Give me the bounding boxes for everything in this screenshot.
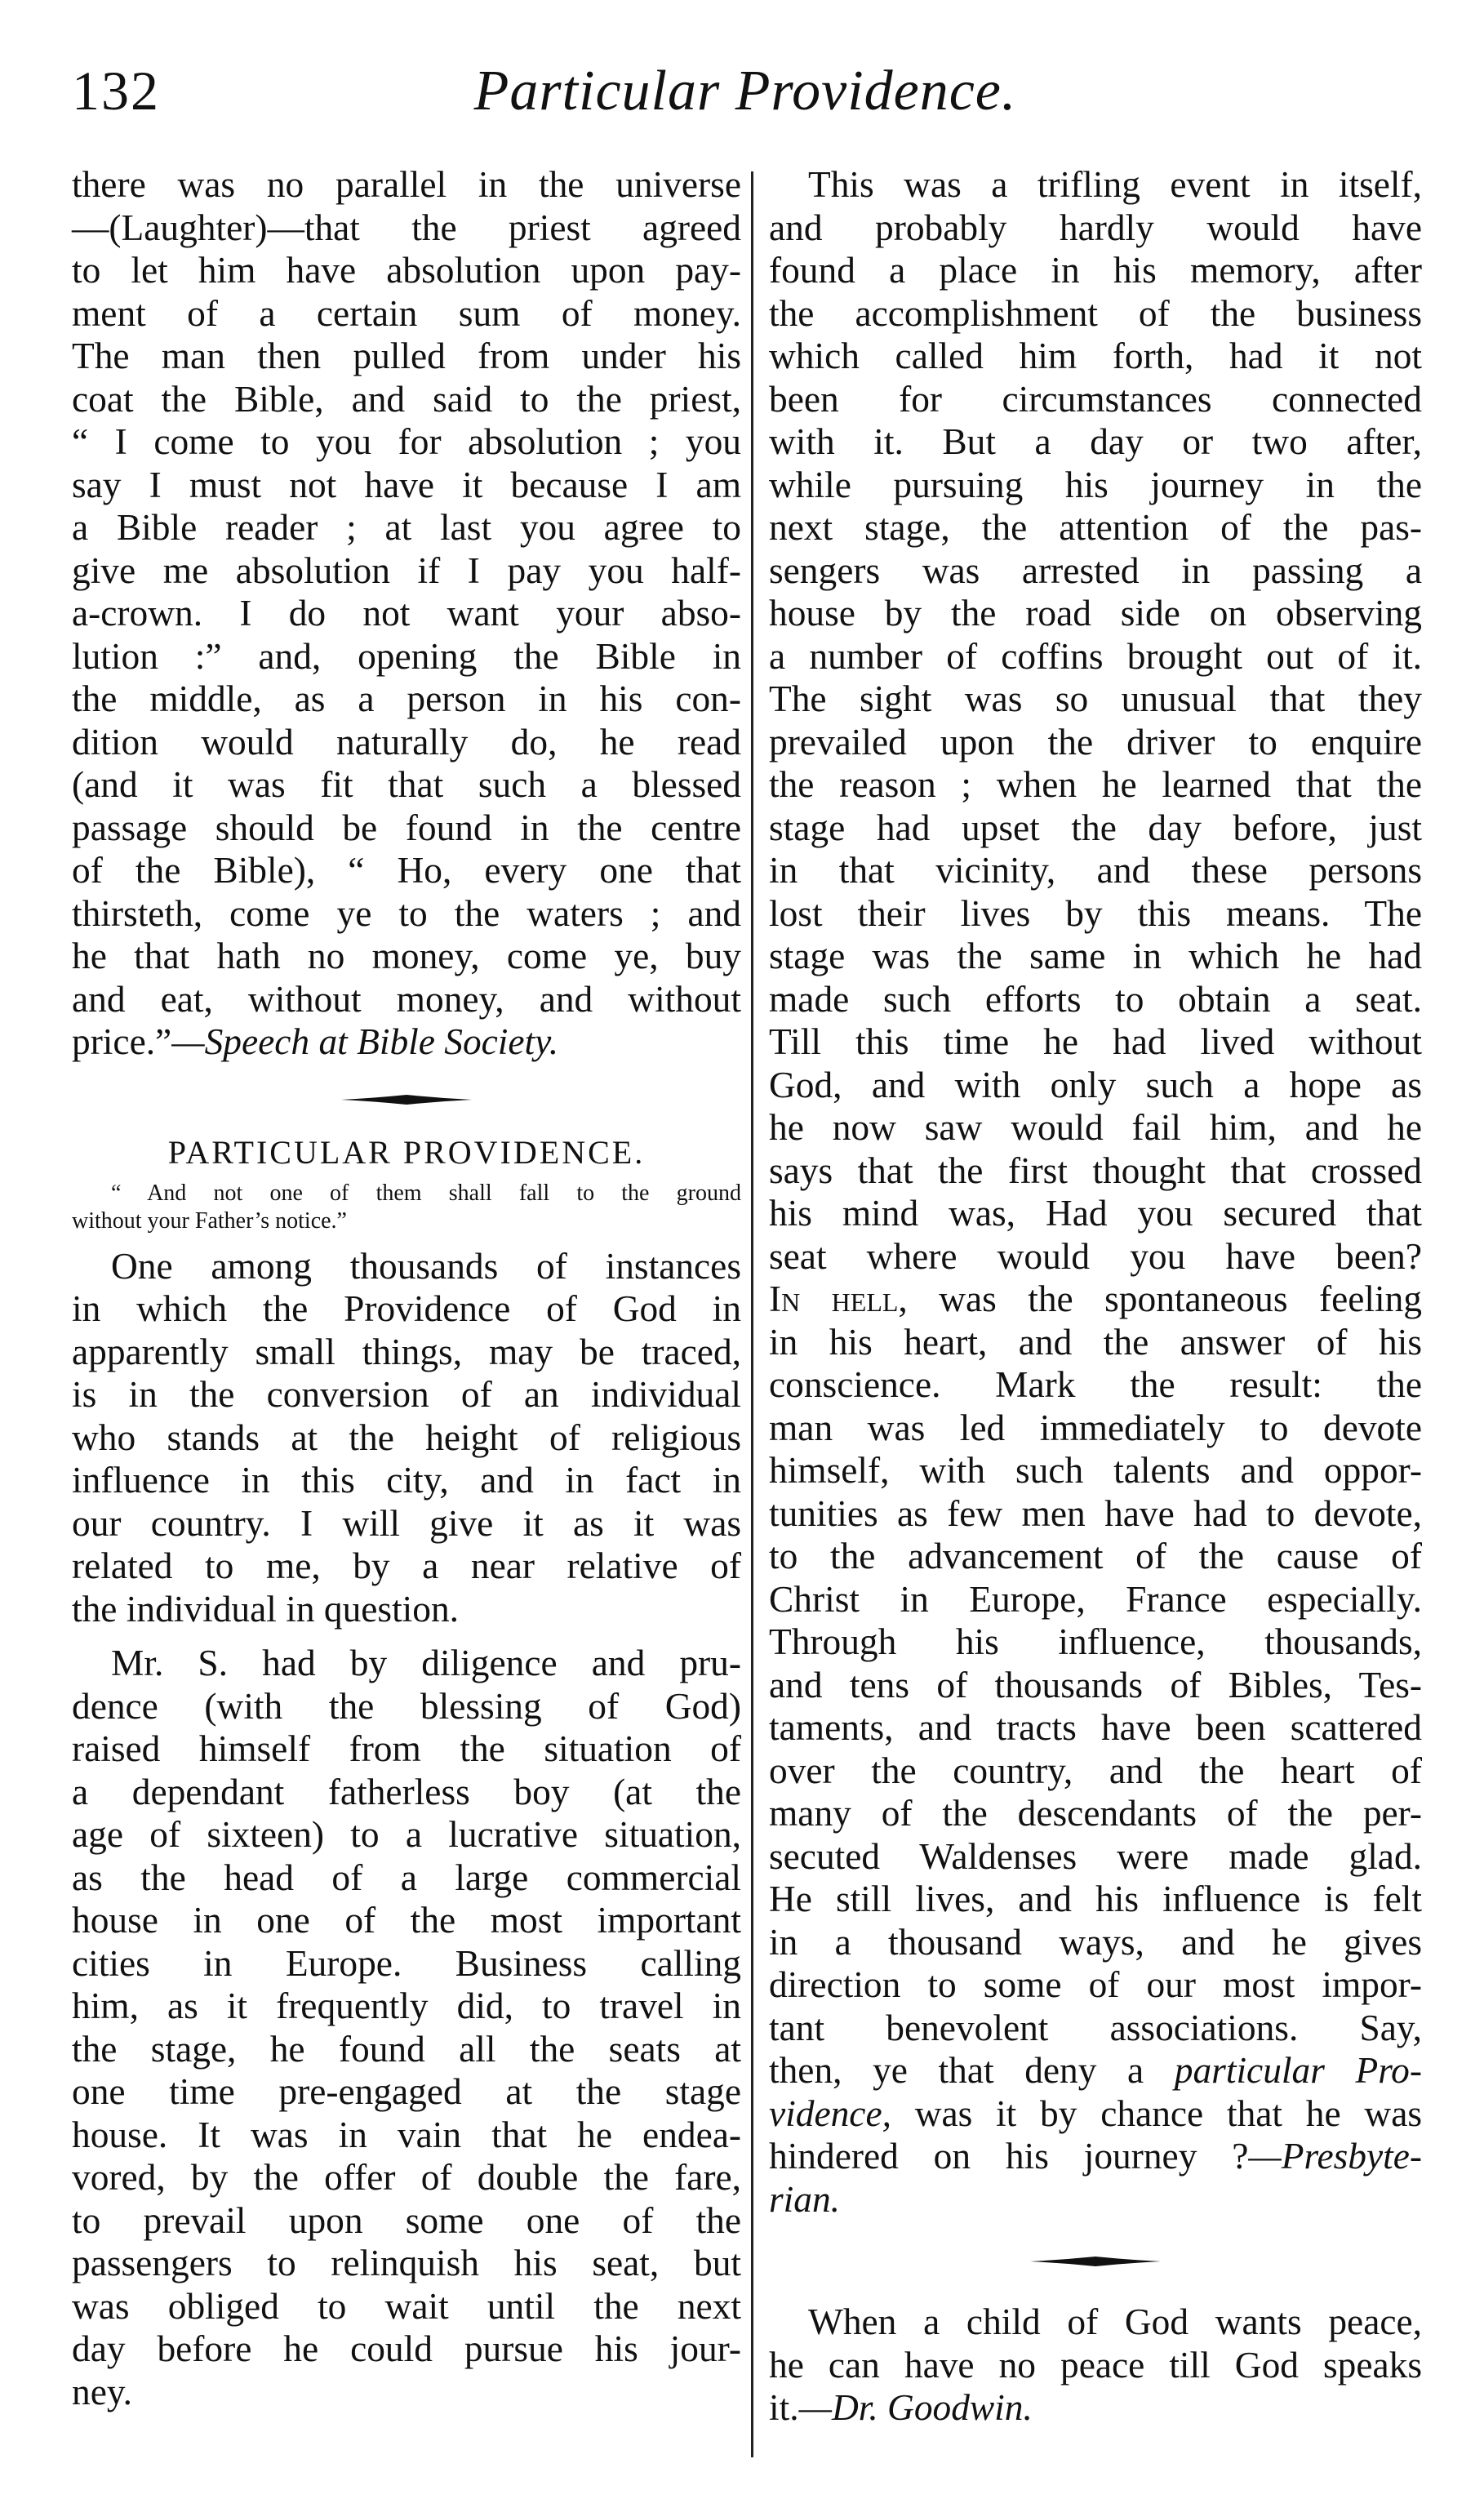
text-line: tant benevolent associations. Say, <box>769 2007 1422 2048</box>
text-line: One among thousands of instances <box>111 1245 741 1287</box>
ornament-icon <box>341 1092 472 1108</box>
text-line: stage was the same in which he had <box>769 936 1422 976</box>
paragraph-story <box>72 1642 741 2413</box>
section-heading: PARTICULAR PROVIDENCE. <box>167 1133 646 1171</box>
text-line: man was led immediately to devote <box>769 1407 1422 1448</box>
text-line: to let him have absolution upon pay- <box>72 250 741 291</box>
text-line: related to me, by a near relative of <box>72 1545 741 1586</box>
paragraph-continuation <box>769 163 1422 1278</box>
text-line: passage should be found in the centre <box>72 807 741 848</box>
text-line: many of the descendants of the per- <box>769 1793 1422 1834</box>
text-line: to the advancement of the cause of <box>769 1536 1422 1576</box>
text-line: next stage, the attention of the pas- <box>769 507 1422 548</box>
text-line: sengers was arrested in passing a <box>769 549 1422 591</box>
text-line-content: was the spontaneous feeling <box>907 1278 1422 1319</box>
text-line: himself, with such talents and oppor- <box>769 1450 1422 1491</box>
text-line <box>769 2135 1422 2178</box>
text-line: one time pre-engaged at the stage <box>72 2071 741 2112</box>
text-line: who stands at the height of religious <box>72 1416 741 1458</box>
emphasis-in-hell: In hell, <box>769 1278 908 1319</box>
text-line: direction to some of our most impor- <box>769 1964 1422 2005</box>
text-line: coat the Bible, and said to the priest, <box>72 378 741 420</box>
text-line: passengers to relinquish his seat, but <box>72 2243 741 2283</box>
text-line-content: then, ye that deny a <box>769 2050 1175 2091</box>
text-line: give me absolution if I pay you half- <box>72 549 741 591</box>
text-line: of the Bible), “ Ho, every one that <box>72 850 741 891</box>
text-line: dence (with the blessing of God) <box>72 1685 741 1727</box>
epigraph <box>72 1180 741 1235</box>
source-citation: —Speech at Bible Society. <box>171 1021 559 1062</box>
text-line-content: hindered on his journey ? <box>769 2136 1249 2177</box>
text-line: cities in Europe. Business calling <box>72 1942 741 1984</box>
text-line: his mind was, Had you secured that <box>769 1193 1422 1234</box>
text-line: house in one of the most important <box>72 1900 741 1941</box>
text-line: with it. But a day or two after, <box>769 421 1422 462</box>
text-line: the individual in question. <box>72 1588 460 1630</box>
text-line <box>769 2049 1422 2092</box>
source-citation: —Presbyte- <box>1248 2136 1422 2177</box>
text-line: Christ in Europe, France especially. <box>769 1578 1422 1620</box>
italic-phrase: vidence, <box>769 2092 891 2134</box>
text-line: dition would naturally do, he read <box>72 721 741 763</box>
text-line: while pursuing his journey in the <box>769 464 1422 505</box>
text-line: and tens of thousands of Bibles, Tes- <box>769 1664 1422 1705</box>
text-line: The man then pulled from under his <box>72 336 741 376</box>
text-line <box>769 1278 1422 1321</box>
text-line: says that the first thought that crossed <box>769 1149 1422 1191</box>
text-line: “ I come to you for absolution ; you <box>72 421 741 462</box>
text-line: prevailed upon the driver to enquire <box>769 721 1422 763</box>
text-line: a Bible reader ; at last you agree to <box>72 507 741 548</box>
text-line <box>769 2301 1422 2344</box>
paragraph-continuation-b <box>769 1321 1422 2050</box>
text-line-content: was it by chance that he was <box>891 2092 1422 2134</box>
text-line: tunities as few men have had to devote, <box>769 1492 1422 1534</box>
text-line: say I must not have it because I am <box>72 464 741 505</box>
text-line: vored, by the offer of double the fare, <box>72 2157 741 2198</box>
text-line: day before he could pursue his jour- <box>72 2328 741 2369</box>
text-line: our country. I will give it as it was <box>72 1502 741 1544</box>
text-line-content: he can have no peace till God speaks <box>769 2344 1422 2386</box>
running-title: Particular Providence. <box>473 60 1017 122</box>
text-line <box>769 2386 1422 2430</box>
page-number: 132 <box>72 60 160 122</box>
text-line: ney. <box>72 2371 132 2412</box>
text-line: there was no parallel in the universe <box>72 164 741 205</box>
text-line: over the country, and the heart of <box>769 1750 1422 1791</box>
text-line: the reason ; when he learned that the <box>769 764 1422 805</box>
text-line: The sight was so unusual that they <box>769 678 1422 719</box>
text-line: him, as it frequently did, to travel in <box>72 1985 741 2026</box>
text-line: stage had upset the day before, just <box>769 807 1422 848</box>
italic-phrase: particular Pro- <box>1174 2050 1422 2091</box>
ornament-divider <box>72 1075 741 1124</box>
text-line: thirsteth, come ye to the waters ; and <box>72 892 741 934</box>
text-line: and eat, without money, and without <box>72 978 741 1020</box>
right-column <box>769 163 1422 2430</box>
text-line <box>769 2092 1422 2136</box>
text-line: seat where would you have been? <box>769 1235 1422 1277</box>
text-line: (and it was fit that such a blessed <box>72 764 741 805</box>
text-line: house. It was in vain that he endea- <box>72 2114 741 2155</box>
text-line: which called him forth, had it not <box>769 336 1422 376</box>
text-line: conscience. Mark the result: the <box>769 1364 1422 1405</box>
text-line-content: price.” <box>72 1021 172 1062</box>
text-line: without your Father’s notice.” <box>72 1207 347 1234</box>
text-line: ment of a certain sum of money. <box>72 292 741 334</box>
left-column <box>72 163 741 2413</box>
text-line: —(Laughter)—that the priest agreed <box>72 207 741 248</box>
text-line: lost their lives by this means. The <box>769 892 1422 934</box>
text-line <box>769 2344 1422 2387</box>
text-line: raised himself from the situation of <box>72 1728 741 1769</box>
text-line: found a place in his memory, after <box>769 250 1422 291</box>
text-line <box>72 1020 741 1064</box>
text-line: in his heart, and the answer of his <box>769 1321 1422 1363</box>
text-line: age of sixteen) to a lucrative situation, <box>72 1814 741 1855</box>
text-line-content: it. <box>769 2387 799 2428</box>
text-line: taments, and tracts have been scattered <box>769 1707 1422 1748</box>
text-line: Till this time he had lived without <box>769 1021 1422 1062</box>
text-line: lution :” and, opening the Bible in <box>72 635 741 677</box>
text-line: a dependant fatherless boy (at the <box>72 1771 741 1812</box>
text-line: in a thousand ways, and he gives <box>769 1921 1422 1963</box>
text-line: in which the Providence of God in <box>72 1288 741 1329</box>
text-line: Through his influence, thousands, <box>769 1621 1422 1662</box>
text-line <box>769 2178 1422 2221</box>
text-line: he now saw would fail him, and he <box>769 1107 1422 1148</box>
text-line: as the head of a large commercial <box>72 1856 741 1898</box>
text-line: God, and with only such a hope as <box>769 1064 1422 1105</box>
paragraph-speech <box>72 163 741 1020</box>
text-line: made such efforts to obtain a seat. <box>769 978 1422 1020</box>
ornament-divider <box>769 2237 1422 2286</box>
text-line: is in the conversion of an individual <box>72 1374 741 1415</box>
text-line-content: When a child of God wants peace, <box>808 2301 1422 2342</box>
text-line: the middle, as a person in his con- <box>72 678 741 719</box>
source-citation: rian. <box>769 2178 841 2220</box>
text-line: the stage, he found all the seats at <box>72 2028 741 2070</box>
text-line: Mr. S. had by diligence and pru- <box>111 1643 741 1683</box>
text-line: the accomplishment of the business <box>769 292 1422 334</box>
text-line: This was a trifling event in itself, <box>808 164 1422 205</box>
text-line: been for circumstances connected <box>769 378 1422 420</box>
paragraph-intro <box>72 1245 741 1631</box>
ornament-icon <box>1030 2253 1161 2270</box>
column-rule <box>751 171 753 2457</box>
text-line: he that hath no money, come ye, buy <box>72 936 741 976</box>
text-line: apparently small things, may be traced, <box>72 1331 741 1372</box>
text-line: house by the road side on observing <box>769 593 1422 634</box>
text-line: He still lives, and his influence is felt <box>769 1879 1422 1919</box>
text-line: to prevail upon some one of the <box>72 2199 741 2241</box>
text-line: in that vicinity, and these persons <box>769 850 1422 891</box>
text-line: “ And not one of them shall fall to the ground <box>111 1180 741 1206</box>
text-line: a-crown. I do not want your abso- <box>72 593 741 634</box>
page-header <box>72 59 1419 149</box>
text-line: secuted Waldenses were made glad. <box>769 1835 1422 1877</box>
text-line: a number of coffins brought out of it. <box>769 635 1422 677</box>
text-line: was obliged to wait until the next <box>72 2285 741 2327</box>
source-citation: —Dr. Goodwin. <box>798 2387 1033 2428</box>
text-line: influence in this city, and in fact in <box>72 1460 741 1501</box>
text-line: and probably hardly would have <box>769 207 1422 248</box>
